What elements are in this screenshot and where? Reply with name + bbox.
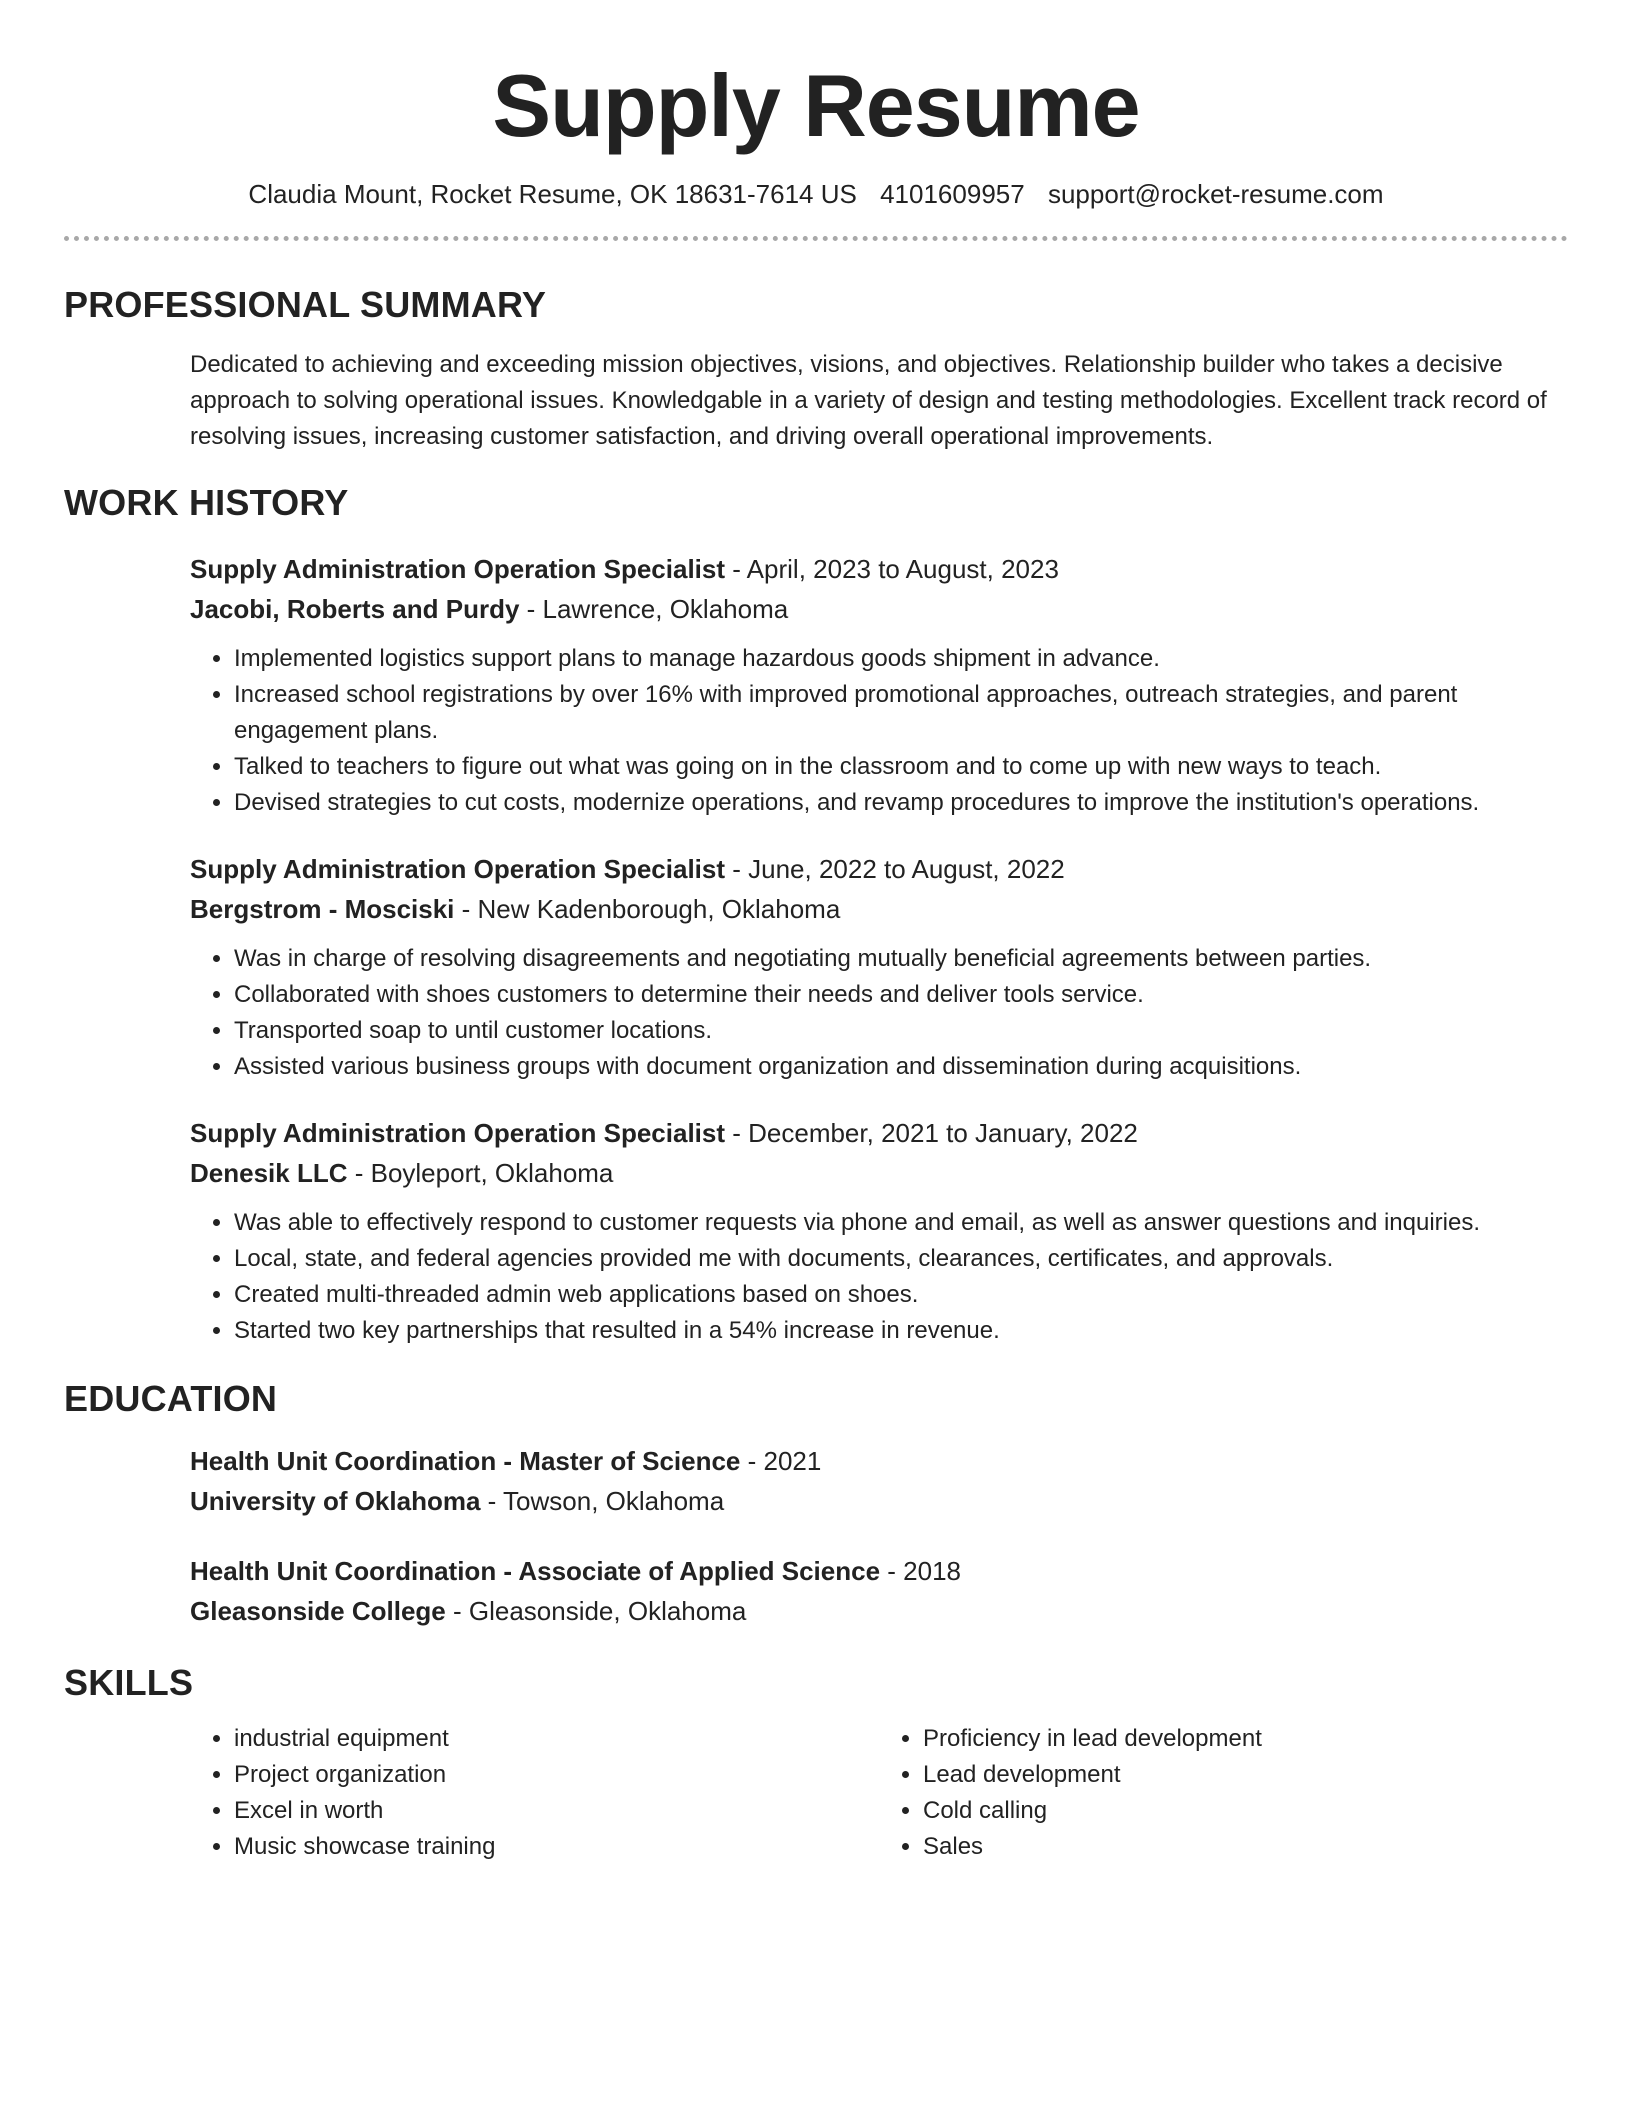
- job-title: Supply Administration Operation Specialist: [190, 854, 726, 884]
- job-title-line: [190, 1113, 1568, 1153]
- job-bullet: • Created multi-threaded admin web applications based on shoes.: [234, 1277, 1568, 1313]
- contact-line: [64, 176, 1568, 212]
- summary-heading: PROFESSIONAL SUMMARY: [64, 284, 547, 325]
- skills-section: [64, 1661, 1568, 1865]
- job-bullet: • Assisted various business groups with document organization and dissemination during acquisitions.: [234, 1049, 1568, 1085]
- job-bullet: • Devised strategies to cut costs, modernize operations, and revamp procedures to improve the institution's operations.: [234, 785, 1568, 821]
- skill-item: • Proficiency in lead development: [923, 1721, 1568, 1757]
- education-section: [64, 1377, 1568, 1631]
- job-bullet: • Talked to teachers to figure out what was going on in the classroom and to come up with new ways to teach.: [234, 749, 1568, 785]
- job-title: Supply Administration Operation Specialist: [190, 554, 726, 584]
- skills-column-right: [879, 1721, 1568, 1865]
- job-title-line: [190, 849, 1568, 889]
- job-company-line: [190, 889, 1568, 929]
- degree-year: - 2021: [740, 1446, 822, 1476]
- resume-page: [64, 0, 1568, 1865]
- job-entry: [190, 549, 1568, 821]
- job-bullet: • Was in charge of resolving disagreements and negotiating mutually beneficial agreements between parties.: [234, 941, 1568, 977]
- job-bullet: • Implemented logistics support plans to manage hazardous goods shipment in advance.: [234, 641, 1568, 677]
- skill-item: • Excel in worth: [234, 1793, 879, 1829]
- skills-grid: [190, 1721, 1568, 1865]
- job-company: Bergstrom - Mosciski: [190, 894, 455, 924]
- degree-year: - 2018: [880, 1556, 961, 1586]
- job-location: - Lawrence, Oklahoma: [519, 594, 789, 624]
- job-title-line: [190, 549, 1568, 589]
- summary-text: Dedicated to achieving and exceeding mission objectives, visions, and objectives. Relationship builder who takes a decisive approach to solving operational issues. Knowledgable in a variety of design and testing methodologies. Excellent track record of resolving issues, increasing customer satisfaction, and driving overall operational improvements.: [190, 351, 1547, 450]
- degree-line: [190, 1441, 1568, 1481]
- work-heading: WORK HISTORY: [64, 482, 349, 523]
- school-line: [190, 1591, 1568, 1631]
- school-location: - Gleasonside, Oklahoma: [445, 1596, 747, 1626]
- skill-item: • Lead development: [923, 1757, 1568, 1793]
- job-bullet: • Increased school registrations by over 16% with improved promotional approaches, outreach strategies, and parent engagement plans.: [234, 677, 1568, 749]
- job-entry: [190, 1113, 1568, 1349]
- contact-phone: 4101609957: [880, 179, 1025, 209]
- school-line: [190, 1481, 1568, 1521]
- school-name: Gleasonside College: [190, 1596, 446, 1626]
- skill-item: • Music showcase training: [234, 1829, 879, 1865]
- work-section: [64, 481, 1568, 1349]
- job-location: - Boyleport, Oklahoma: [347, 1158, 614, 1188]
- job-dates: - December, 2021 to January, 2022: [725, 1118, 1138, 1148]
- job-company-line: [190, 589, 1568, 629]
- job-bullets: [190, 941, 1568, 1085]
- job-location: - New Kadenborough, Oklahoma: [454, 894, 841, 924]
- skills-column-left: [190, 1721, 879, 1865]
- job-dates: - April, 2023 to August, 2023: [725, 554, 1059, 584]
- degree-line: [190, 1551, 1568, 1591]
- school-name: University of Oklahoma: [190, 1486, 481, 1516]
- contact-address: Claudia Mount, Rocket Resume, OK 18631-7614 US: [248, 179, 857, 209]
- job-bullet: • Collaborated with shoes customers to determine their needs and deliver tools service.: [234, 977, 1568, 1013]
- education-entry: [190, 1441, 1568, 1521]
- degree-title: Health Unit Coordination - Associate of Applied Science: [190, 1556, 881, 1586]
- skill-item: • Project organization: [234, 1757, 879, 1793]
- degree-title: Health Unit Coordination - Master of Science: [190, 1446, 741, 1476]
- job-title: Supply Administration Operation Specialist: [190, 1118, 726, 1148]
- job-company: Jacobi, Roberts and Purdy: [190, 594, 520, 624]
- skill-item: • industrial equipment: [234, 1721, 879, 1757]
- contact-email: support@rocket-resume.com: [1047, 179, 1384, 209]
- summary-section: [64, 283, 1568, 455]
- skill-item: • Sales: [923, 1829, 1568, 1865]
- header-divider: [64, 236, 1568, 241]
- job-company-line: [190, 1153, 1568, 1193]
- education-heading: EDUCATION: [64, 1378, 278, 1419]
- job-bullet: • Was able to effectively respond to customer requests via phone and email, as well as answer questions and inquiries.: [234, 1205, 1568, 1241]
- skills-heading: SKILLS: [64, 1662, 194, 1703]
- school-location: - Towson, Oklahoma: [480, 1486, 725, 1516]
- job-bullet: • Local, state, and federal agencies provided me with documents, clearances, certificates, and approvals.: [234, 1241, 1568, 1277]
- job-bullets: [190, 1205, 1568, 1349]
- job-entry: [190, 849, 1568, 1085]
- job-bullets: [190, 641, 1568, 821]
- skill-item: • Cold calling: [923, 1793, 1568, 1829]
- job-company: Denesik LLC: [190, 1158, 348, 1188]
- education-entry: [190, 1551, 1568, 1631]
- job-bullet: • Transported soap to until customer locations.: [234, 1013, 1568, 1049]
- job-bullet: • Started two key partnerships that resulted in a 54% increase in revenue.: [234, 1313, 1568, 1349]
- job-dates: - June, 2022 to August, 2022: [725, 854, 1065, 884]
- resume-title: Supply Resume: [492, 56, 1140, 155]
